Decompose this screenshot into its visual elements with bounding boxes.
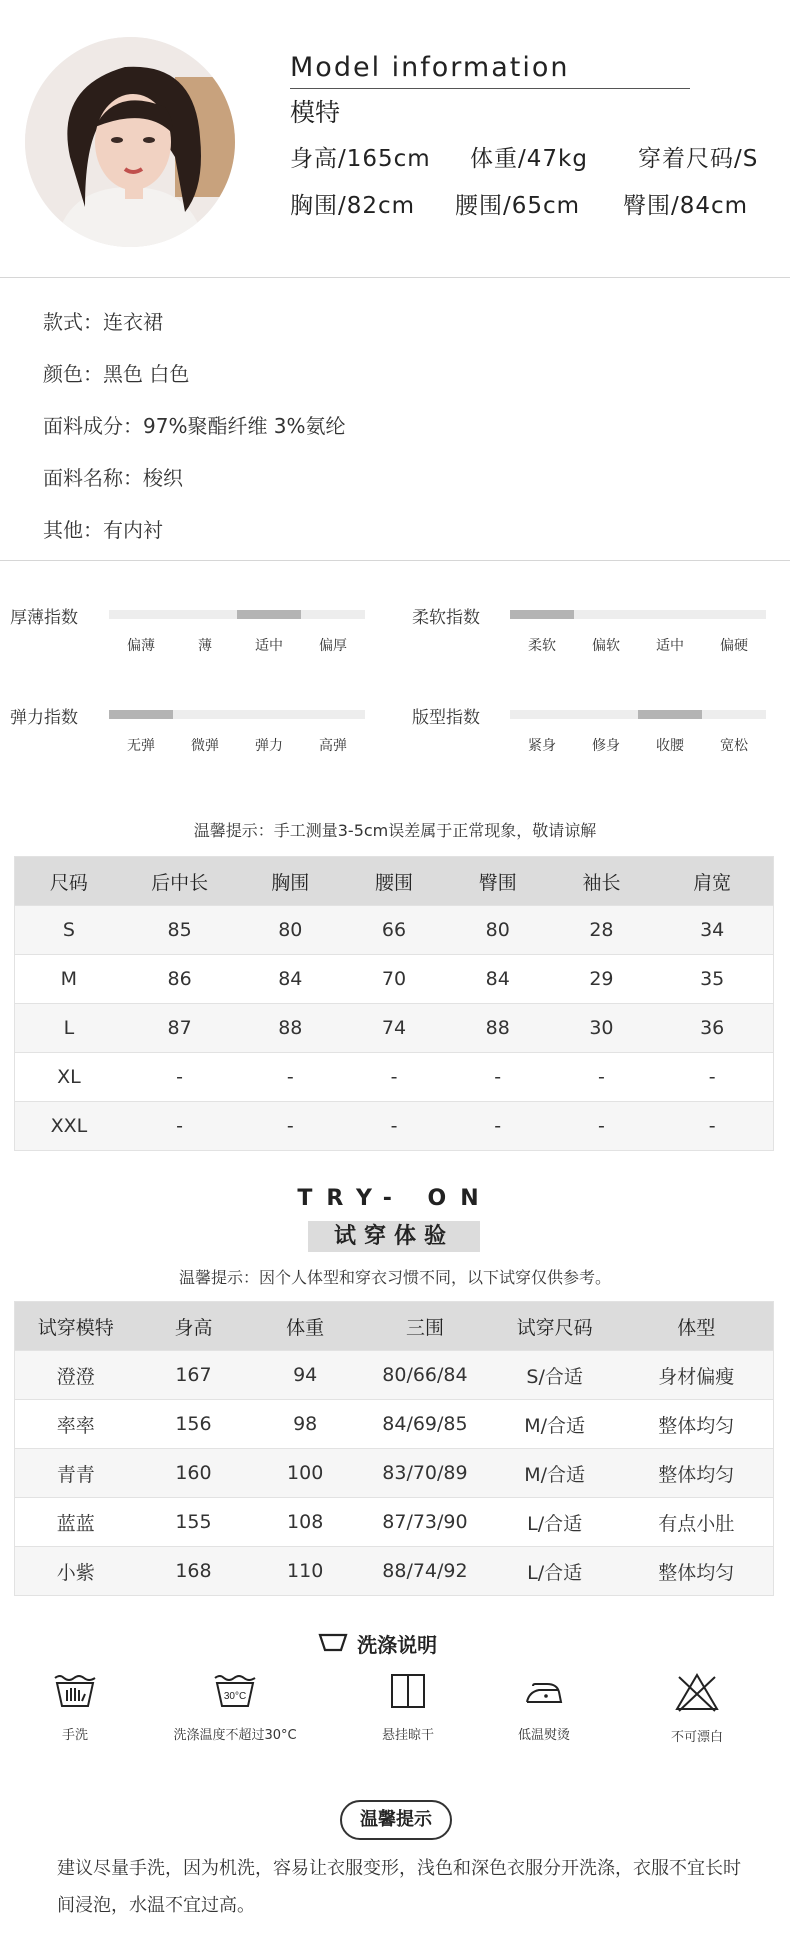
table-cell: -: [651, 1053, 773, 1102]
tryon-title-cn: 试穿体验: [308, 1221, 480, 1252]
column-header: 后中长: [123, 857, 237, 906]
attr-style: 款式：连衣裙: [43, 310, 163, 334]
tryon-table-header: [15, 1302, 774, 1351]
column-header: 胸围: [236, 857, 344, 906]
table-cell: 83/70/89: [360, 1449, 490, 1498]
table-cell: XXL: [15, 1102, 123, 1151]
care-title-row: [318, 1629, 437, 1658]
table-cell: 84: [444, 955, 552, 1004]
table-cell: 84/69/85: [360, 1400, 490, 1449]
softness-index-marker: [510, 610, 574, 619]
fit-index-option: 宽松: [720, 738, 748, 754]
table-row: [15, 1351, 774, 1400]
model-portrait-image: [25, 37, 235, 247]
softness-index-bar: [510, 610, 766, 619]
care-title: 洗涤说明: [357, 1633, 438, 1657]
table-cell: 80: [236, 906, 344, 955]
table-cell: M: [15, 955, 123, 1004]
table-cell: -: [123, 1102, 237, 1151]
table-row: [15, 1498, 774, 1547]
table-cell: S/合适: [490, 1351, 620, 1400]
table-row: [15, 955, 774, 1004]
divider: [0, 560, 790, 561]
fit-index-option: 收腰: [656, 738, 684, 754]
thickness-index-option: 薄: [198, 638, 212, 654]
fit-index-label: 版型指数: [412, 708, 480, 728]
elasticity-index-label: 弹力指数: [10, 708, 78, 728]
column-header: 腰围: [344, 857, 444, 906]
model-avatar: [25, 37, 235, 247]
column-header: 体重: [250, 1302, 360, 1351]
table-cell: -: [444, 1053, 552, 1102]
fit-index-option: 紧身: [528, 738, 556, 754]
table-cell: 蓝蓝: [15, 1498, 137, 1547]
attr-fabric-name: 面料名称：梭织: [43, 466, 183, 490]
table-cell: XL: [15, 1053, 123, 1102]
model-info-subtitle: 模特: [290, 98, 341, 127]
model-info-title: Model information: [290, 52, 570, 83]
table-cell: 率率: [15, 1400, 137, 1449]
table-cell: 87/73/90: [360, 1498, 490, 1547]
table-cell: 身材偏瘦: [619, 1351, 773, 1400]
basin-icon: [318, 1631, 348, 1657]
table-cell: 156: [137, 1400, 251, 1449]
table-cell: -: [552, 1102, 652, 1151]
fit-index-bar: [510, 710, 766, 719]
table-row: [15, 1102, 774, 1151]
table-cell: -: [344, 1053, 444, 1102]
table-cell: 100: [250, 1449, 360, 1498]
size-table: [14, 856, 774, 1151]
attr-other: 其他：有内衬: [43, 518, 163, 542]
softness-index-option: 适中: [656, 638, 684, 654]
table-cell: M/合适: [490, 1449, 620, 1498]
table-cell: 澄澄: [15, 1351, 137, 1400]
table-cell: 98: [250, 1400, 360, 1449]
column-header: 三围: [360, 1302, 490, 1351]
table-cell: 70: [344, 955, 444, 1004]
elasticity-index-bar: [109, 710, 365, 719]
thickness-index-option: 适中: [255, 638, 283, 654]
softness-index-option: 偏软: [592, 638, 620, 654]
column-header: 肩宽: [651, 857, 773, 906]
table-cell: -: [123, 1053, 237, 1102]
care-hand-wash: [0, 1672, 150, 1743]
table-cell: 84: [236, 955, 344, 1004]
table-cell: 80: [444, 906, 552, 955]
tryon-tip: 温馨提示：因个人体型和穿衣习惯不同，以下试穿仅供参考。: [178, 1268, 611, 1287]
table-cell: 29: [552, 955, 652, 1004]
table-cell: 74: [344, 1004, 444, 1053]
column-header: 试穿模特: [15, 1302, 137, 1351]
column-header: 试穿尺码: [490, 1302, 620, 1351]
table-cell: L/合适: [490, 1547, 620, 1596]
model-hip: 臀围/84cm: [623, 193, 749, 219]
attr-fabric-composition: 面料成分：97%聚酯纤维 3%氨纶: [43, 414, 346, 438]
table-cell: -: [651, 1102, 773, 1151]
table-row: [15, 1053, 774, 1102]
divider: [0, 277, 790, 278]
table-cell: 160: [137, 1449, 251, 1498]
table-cell: 155: [137, 1498, 251, 1547]
tryon-table: [14, 1301, 774, 1596]
table-cell: 整体均匀: [619, 1400, 773, 1449]
table-cell: -: [444, 1102, 552, 1151]
hang-dry-icon: [333, 1672, 483, 1714]
softness-index-label: 柔软指数: [412, 608, 480, 628]
table-cell: 88: [236, 1004, 344, 1053]
elasticity-index-marker: [109, 710, 173, 719]
model-bust: 胸围/82cm: [290, 193, 416, 219]
table-cell: 167: [137, 1351, 251, 1400]
title-underline: [290, 88, 690, 89]
table-cell: 34: [651, 906, 773, 955]
model-height: 身高/165cm: [290, 146, 431, 172]
table-cell: M/合适: [490, 1400, 620, 1449]
table-cell: 88/74/92: [360, 1547, 490, 1596]
elasticity-index-option: 微弹: [191, 738, 219, 754]
table-cell: 整体均匀: [619, 1547, 773, 1596]
table-cell: 87: [123, 1004, 237, 1053]
table-row: [15, 1400, 774, 1449]
elasticity-index-option: 无弹: [127, 738, 155, 754]
model-size: 穿着尺码/S: [638, 146, 759, 172]
table-cell: -: [236, 1053, 344, 1102]
table-cell: 整体均匀: [619, 1449, 773, 1498]
table-cell: 35: [651, 955, 773, 1004]
care-low-iron: [469, 1672, 619, 1743]
care-wash-temperature: [145, 1672, 325, 1743]
care-no-bleach: [622, 1672, 772, 1745]
table-cell: S: [15, 906, 123, 955]
table-cell: -: [236, 1102, 344, 1151]
thickness-index-option: 偏薄: [127, 638, 155, 654]
tryon-title-en: TRY- ON: [297, 1186, 493, 1211]
table-cell: 88: [444, 1004, 552, 1053]
thickness-index-marker: [237, 610, 301, 619]
column-header: 体型: [619, 1302, 773, 1351]
table-cell: 80/66/84: [360, 1351, 490, 1400]
fit-index-marker: [638, 710, 702, 719]
warm-tip-title: 温馨提示: [340, 1800, 452, 1840]
softness-index-option: 柔软: [528, 638, 556, 654]
model-weight: 体重/47kg: [470, 146, 588, 172]
size-tip: 温馨提示：手工测量3-5cm误差属于正常现象，敬请谅解: [193, 821, 597, 840]
care-label: 悬挂晾干: [381, 1728, 434, 1743]
table-cell: 30: [552, 1004, 652, 1053]
table-cell: 有点小肚: [619, 1498, 773, 1547]
elasticity-index-option: 高弹: [319, 738, 347, 754]
table-cell: 110: [250, 1547, 360, 1596]
column-header: 袖长: [552, 857, 652, 906]
table-row: [15, 1004, 774, 1053]
table-cell: -: [552, 1053, 652, 1102]
table-cell: -: [344, 1102, 444, 1151]
model-waist: 腰围/65cm: [455, 193, 581, 219]
table-row: [15, 1449, 774, 1498]
low-iron-icon: [469, 1672, 619, 1714]
care-label: 洗涤温度不超过30°C: [173, 1728, 297, 1743]
table-cell: 108: [250, 1498, 360, 1547]
no-bleach-icon: [622, 1672, 772, 1716]
attr-color: 颜色：黑色 白色: [43, 362, 190, 386]
table-cell: 94: [250, 1351, 360, 1400]
thickness-index-option: 偏厚: [319, 638, 347, 654]
table-row: [15, 1547, 774, 1596]
table-row: [15, 906, 774, 955]
table-cell: 168: [137, 1547, 251, 1596]
table-cell: 85: [123, 906, 237, 955]
size-table-header: [15, 857, 774, 906]
wash-30c-icon: [145, 1672, 325, 1714]
table-cell: L: [15, 1004, 123, 1053]
thickness-index-label: 厚薄指数: [10, 608, 78, 628]
softness-index-option: 偏硬: [720, 638, 748, 654]
table-cell: 66: [344, 906, 444, 955]
wash-temp-text: 30°C: [223, 1691, 247, 1702]
table-cell: 28: [552, 906, 652, 955]
table-cell: 小紫: [15, 1547, 137, 1596]
warm-tip-text: 建议尽量手洗，因为机洗，容易让衣服变形，浅色和深色衣服分开洗涤，衣服不宜长时间浸泡，水温不宜过高。: [57, 1858, 741, 1916]
column-header: 尺码: [15, 857, 123, 906]
table-cell: 青青: [15, 1449, 137, 1498]
table-cell: 36: [651, 1004, 773, 1053]
hand-wash-icon: [0, 1672, 150, 1714]
table-cell: L/合适: [490, 1498, 620, 1547]
table-cell: 86: [123, 955, 237, 1004]
fit-index-option: 修身: [592, 738, 620, 754]
care-label: 手洗: [61, 1728, 88, 1743]
column-header: 身高: [137, 1302, 251, 1351]
care-label: 低温熨烫: [517, 1728, 570, 1743]
care-label: 不可漂白: [670, 1730, 723, 1745]
column-header: 臀围: [444, 857, 552, 906]
thickness-index-bar: [109, 610, 365, 619]
care-hang-dry: [333, 1672, 483, 1743]
elasticity-index-option: 弹力: [255, 738, 283, 754]
